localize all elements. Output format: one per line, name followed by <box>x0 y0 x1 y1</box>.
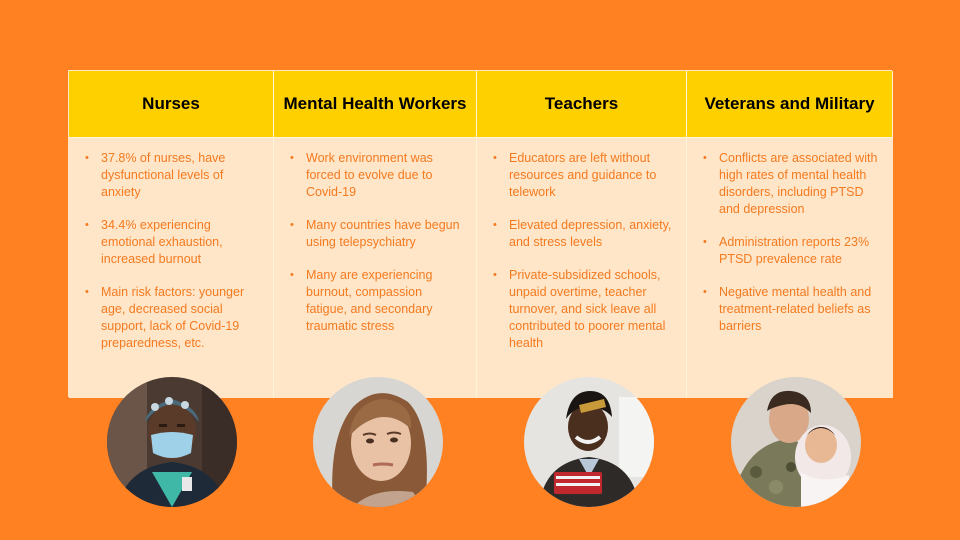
bullet-text: 37.8% of nurses, have dysfunctional levels of anxiety <box>101 151 226 199</box>
soldier-with-child-photo <box>731 377 861 507</box>
bullet-dot: • <box>290 219 294 231</box>
bullet-text: Many countries have begun using telepsychiatry <box>306 218 460 249</box>
nurse-with-mask-photo <box>107 377 237 507</box>
bullet-dot: • <box>703 286 707 298</box>
bullet-list <box>701 150 883 335</box>
cell-teachers <box>477 137 687 398</box>
bullet-item <box>83 217 263 268</box>
smiling-teacher-photo <box>524 377 654 507</box>
bullet-text: 34.4% experiencing emotional exhaustion, increased burnout <box>101 218 223 266</box>
bullet-text: Elevated depression, anxiety, and stress levels <box>509 218 672 249</box>
bullet-dot: • <box>290 269 294 281</box>
cell-mental-health-workers <box>274 137 477 398</box>
bullet-item <box>288 150 466 201</box>
bullet-dot: • <box>493 219 497 231</box>
bullet-item <box>701 234 883 268</box>
bullet-item <box>491 150 676 201</box>
bullet-list <box>83 150 263 352</box>
bullet-text: Many are experiencing burnout, compassion fatigue, and secondary traumatic stress <box>306 268 433 333</box>
header-teachers: Teachers <box>477 71 687 137</box>
cell-nurses <box>69 137 274 398</box>
bullet-item <box>83 284 263 352</box>
bullet-list <box>288 150 466 335</box>
bullet-item <box>701 284 883 335</box>
bullet-dot: • <box>703 152 707 164</box>
header-mental-health-workers: Mental Health Workers <box>274 71 477 137</box>
bullet-dot: • <box>85 219 89 231</box>
bullet-item <box>491 267 676 352</box>
bullet-item <box>288 217 466 251</box>
worried-woman-photo <box>313 377 443 507</box>
bullet-item <box>491 217 676 251</box>
header-nurses: Nurses <box>69 71 274 137</box>
bullet-text: Private-subsidized schools, unpaid overtime, teacher turnover, and sick leave all contributed to poorer mental health <box>509 268 666 350</box>
bullet-item <box>701 150 883 218</box>
bullet-text: Negative mental health and treatment-related beliefs as barriers <box>719 285 872 333</box>
bullet-dot: • <box>493 269 497 281</box>
bullet-dot: • <box>703 236 707 248</box>
bullet-dot: • <box>85 152 89 164</box>
bullet-dot: • <box>290 152 294 164</box>
bullet-text: Work environment was forced to evolve due to Covid-19 <box>306 151 433 199</box>
bullet-item <box>288 267 466 335</box>
bullet-text: Main risk factors: younger age, decreased social support, lack of Covid-19 preparedness, etc. <box>101 285 245 350</box>
comparison-table <box>68 70 892 397</box>
bullet-text: Administration reports 23% PTSD prevalence rate <box>719 235 870 266</box>
header-veterans-military: Veterans and Military <box>687 71 893 137</box>
bullet-text: Conflicts are associated with high rates of mental health disorders, including PTSD and depression <box>719 151 878 216</box>
bullet-list <box>491 150 676 352</box>
bullet-item <box>83 150 263 201</box>
bullet-dot: • <box>85 286 89 298</box>
cell-veterans-military <box>687 137 893 398</box>
bullet-text: Educators are left without resources and guidance to telework <box>509 151 657 199</box>
bullet-dot: • <box>493 152 497 164</box>
